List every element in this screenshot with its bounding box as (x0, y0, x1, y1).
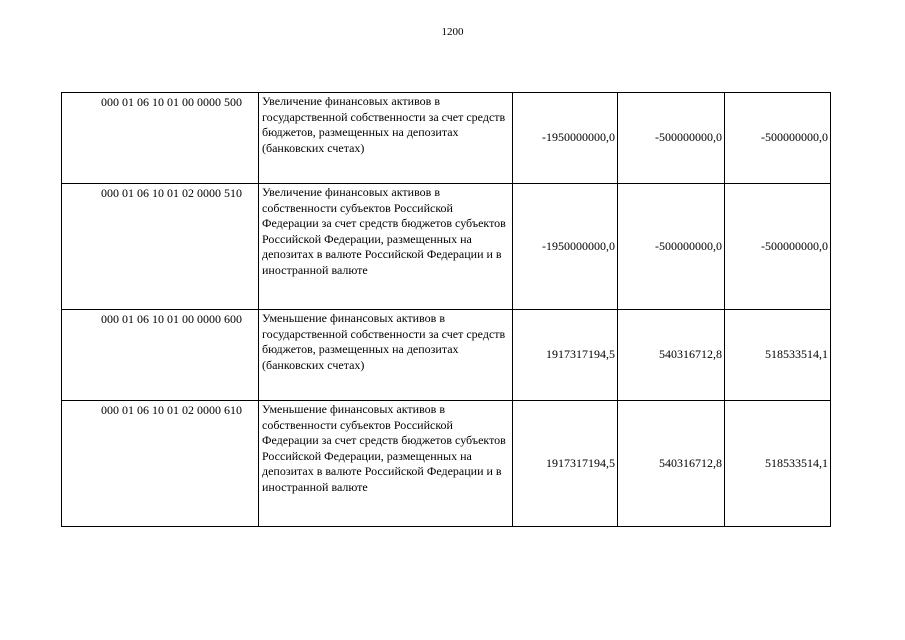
amount-cell-year-1: -1950000000,0 (513, 93, 618, 184)
table-row (62, 310, 831, 401)
budget-code-cell: 000 01 06 10 01 00 0000 500 (62, 93, 259, 184)
amount-cell-year-3: 518533514,1 (725, 310, 831, 401)
amount-cell-year-3: 518533514,1 (725, 401, 831, 527)
amount-cell-year-2: 540316712,8 (618, 401, 725, 527)
amount-cell-year-1: -1950000000,0 (513, 184, 618, 310)
page-number: 1200 (441, 26, 464, 38)
amount-cell-year-1: 1917317194,5 (513, 401, 618, 527)
description-cell: Уменьшение финансовых активов в собственности субъектов Российской Федерации за счет средств бюджетов субъектов Российской Федерации, размещенных на депозитах в валюте Российской Федерации и в иностранной валюте (259, 401, 513, 527)
description-cell: Увеличение финансовых активов в собственности субъектов Российской Федерации за счет средств бюджетов субъектов Российской Федерации, размещенных на депозитах в валюте Российской Федерации и в иностранной валюте (259, 184, 513, 310)
amount-cell-year-3: -500000000,0 (725, 184, 831, 310)
budget-code-cell: 000 01 06 10 01 02 0000 510 (62, 184, 259, 310)
budget-sources-table (61, 92, 831, 527)
description-cell: Уменьшение финансовых активов в государственной собственности за счет средств бюджетов, размещенных на депозитах (банковских счетах) (259, 310, 513, 401)
amount-cell-year-2: 540316712,8 (618, 310, 725, 401)
budget-code-cell: 000 01 06 10 01 02 0000 610 (62, 401, 259, 527)
amount-cell-year-3: -500000000,0 (725, 93, 831, 184)
amount-cell-year-2: -500000000,0 (618, 184, 725, 310)
budget-code-cell: 000 01 06 10 01 00 0000 600 (62, 310, 259, 401)
amount-cell-year-1: 1917317194,5 (513, 310, 618, 401)
table-row (62, 184, 831, 310)
table-row (62, 401, 831, 527)
description-cell: Увеличение финансовых активов в государственной собственности за счет средств бюджетов, размещенных на депозитах (банковских счетах) (259, 93, 513, 184)
amount-cell-year-2: -500000000,0 (618, 93, 725, 184)
table-row (62, 93, 831, 184)
